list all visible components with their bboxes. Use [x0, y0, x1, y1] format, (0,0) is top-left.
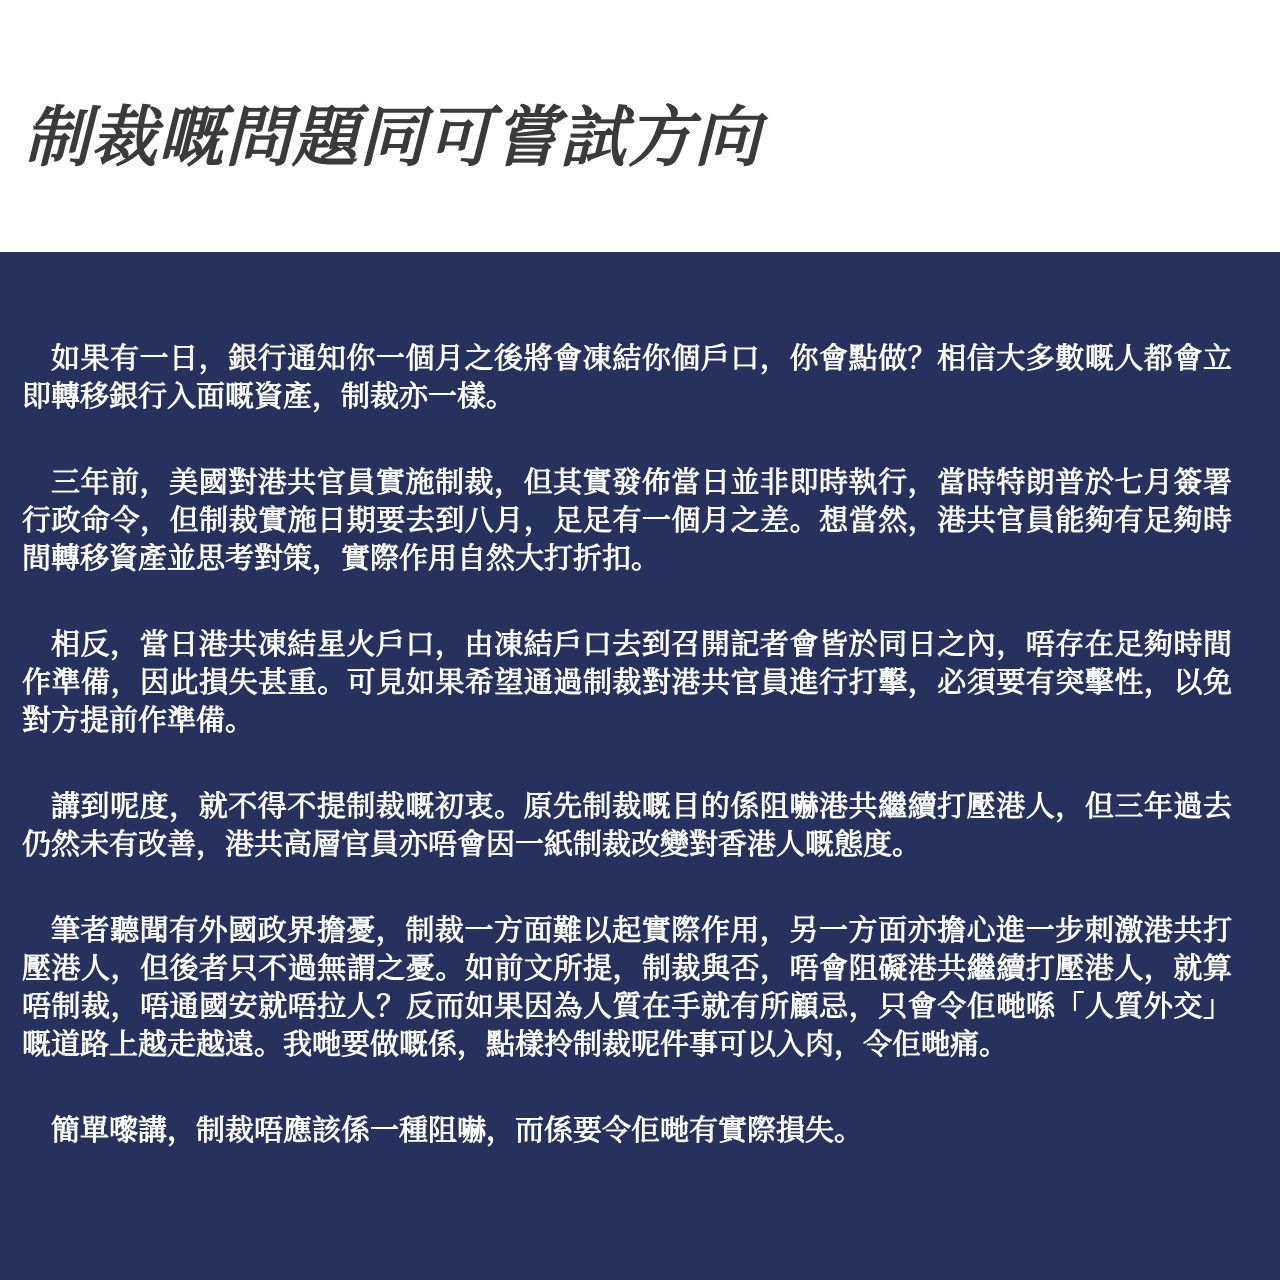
paragraph-2: 三年前，美國對港共官員實施制裁，但其實發佈當日並非即時執行，當時特朗普於七月簽署行政命令，但制裁實施日期要去到八月，足足有一個月之差。想當然，港共官員能夠有足夠時間轉移資產並思考對策，實際作用自然大打折扣。 — [22, 465, 1232, 575]
paragraph-6: 簡單嚟講，制裁唔應該係一種阻嚇，而係要令佢哋有實際損失。 — [51, 1113, 864, 1147]
paragraph-1: 如果有一日，銀行通知你一個月之後將會凍結你個戶口，你會點做？相信大多數嘅人都會立即轉移銀行入面嘅資產，制裁亦一樣。 — [22, 341, 1232, 413]
page-title: 制裁嘅問題同可嘗試方向 — [24, 99, 761, 176]
article-panel — [0, 252, 1280, 1280]
paragraph-4: 講到呢度，就不得不提制裁嘅初衷。原先制裁嘅目的係阻嚇港共繼續打壓港人，但三年過去仍然未有改善，港共高層官員亦唔會因一紙制裁改變對香港人嘅態度。 — [22, 789, 1232, 861]
paragraph-3: 相反，當日港共凍結星火戶口，由凍結戶口去到召開記者會皆於同日之內，唔存在足夠時間作準備，因此損失甚重。可見如果希望通過制裁對港共官員進行打擊，必須要有突擊性，以免對方提前作準備。 — [22, 627, 1232, 737]
article-body — [22, 339, 1232, 1197]
header-band — [0, 0, 1280, 252]
paragraph-5: 筆者聽聞有外國政界擔憂，制裁一方面難以起實際作用，另一方面亦擔心進一步刺激港共打壓港人，但後者只不過無謂之憂。如前文所提，制裁與否，唔會阻礙港共繼續打壓港人，就算唔制裁，唔通國安就唔拉人？反而如果因為人質在手就有所顧忌，只會令佢哋喺「人質外交」嘅道路上越走越遠。我哋要做嘅係，點樣拎制裁呢件事可以入肉，令佢哋痛。 — [22, 913, 1232, 1061]
